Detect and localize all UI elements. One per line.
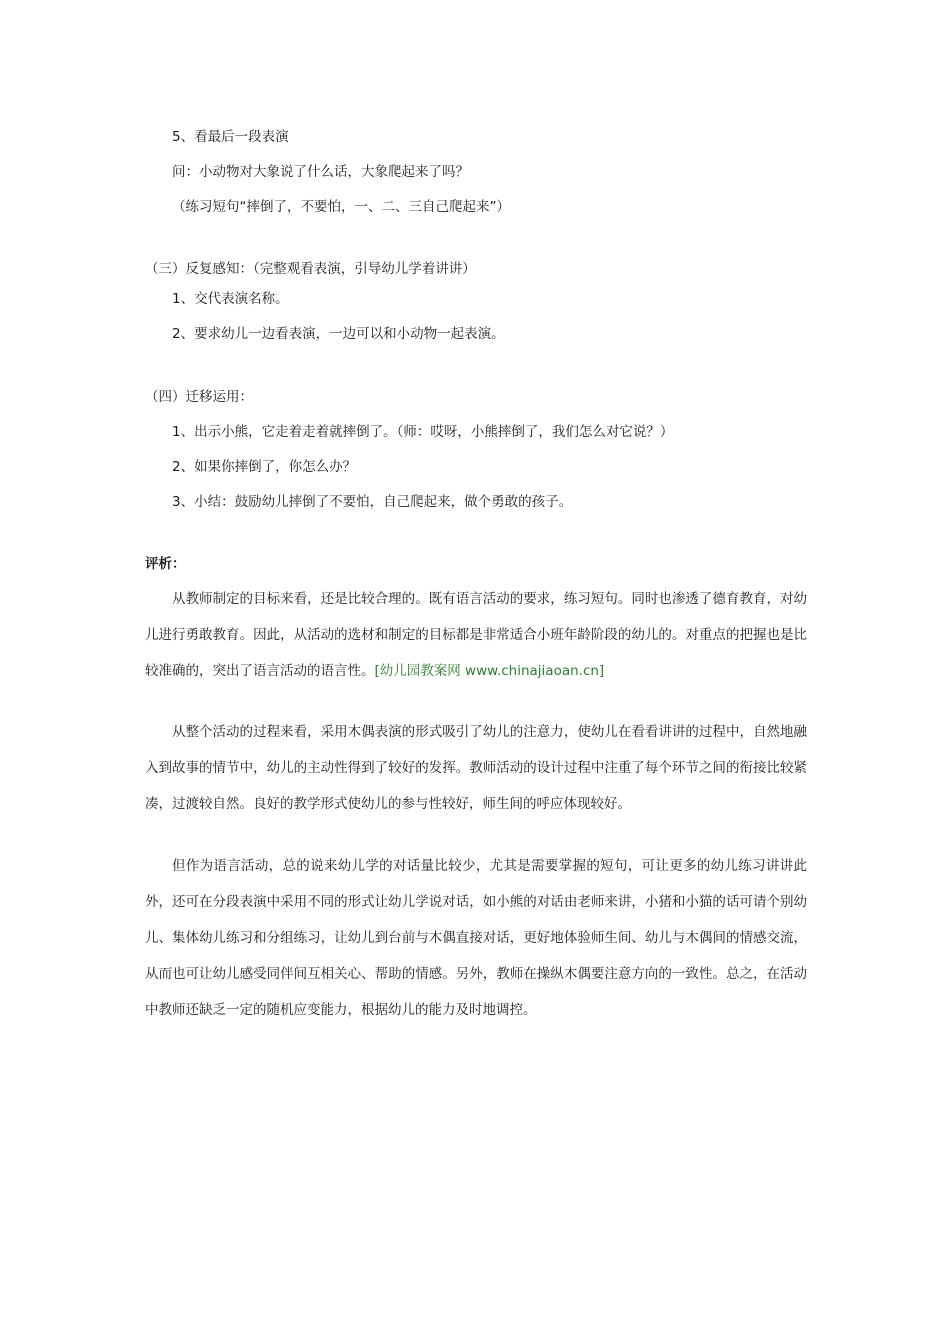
section-three-item: 1、交代表演名称。 (172, 291, 289, 307)
analysis-paragraph-3: 但作为语言活动，总的说来幼儿学的对话量比较少，尤其是需要掌握的短句，可让更多的幼儿练习讲讲此外，还可在分段表演中采用不同的形式让幼儿学说对话，如小熊的对话由老师来讲，小猪和小猫的话可请个别幼儿、集体幼儿练习和分组练习，让幼儿到台前与木偶直接对话，更好地体验师生间、幼儿与木偶间的情感交流，从而也可让幼儿感受同伴间互相关心、帮助的情感。另外，教师在操纵木偶要注意方向的一致性。总之，在活动中教师还缺乏一定的随机应变能力，根据幼儿的能力及时地调控。 (145, 858, 807, 1018)
analysis-paragraph-2: 从整个活动的过程来看，采用木偶表演的形式吸引了幼儿的注意力，使幼儿在看看讲讲的过程中，自然地融入到故事的情节中，幼儿的主动性得到了较好的发挥。教师活动的设计过程中注重了每个环节之间的衔接比较紧凑，过渡较自然。良好的教学形式使幼儿的参与性较好，师生间的呼应体现较好。 (145, 724, 807, 812)
source-link[interactable]: [幼儿园教案网 www.chinajiaoan.cn] (374, 663, 605, 679)
step-five-question: 问：小动物对大象说了什么话，大象爬起来了吗？ (172, 164, 469, 180)
analysis-paragraph-1-text: 从教师制定的目标来看，还是比较合理的。既有语言活动的要求，练习短句。同时也渗透了德育教育，对幼儿进行勇敢教育。因此，从活动的选材和制定的目标都是非常适合小班年龄阶段的幼儿的。对重点的把握也是比较准确的，突出了语言活动的语言性。 (145, 591, 807, 679)
step-five-heading: 5、看最后一段表演 (172, 129, 289, 145)
section-four-item: 1、出示小熊，它走着走着就摔倒了。（师：哎呀，小熊摔倒了，我们怎么对它说？） (172, 424, 674, 440)
section-four-heading: （四）迁移运用： (145, 389, 253, 405)
analysis-paragraph-1 (145, 581, 807, 689)
section-three-heading: （三）反复感知：（完整观看表演，引导幼儿学着讲讲） (145, 261, 476, 277)
step-five-practice: （练习短句“摔倒了，不要怕，一、二、三自己爬起来”） (172, 199, 510, 215)
section-three-item: 2、要求幼儿一边看表演，一边可以和小动物一起表演。 (172, 326, 505, 342)
analysis-title: 评析： (145, 556, 186, 572)
section-four-item: 3、小结：鼓励幼儿摔倒了不要怕，自己爬起来，做个勇敢的孩子。 (172, 494, 573, 510)
section-four-item: 2、如果你摔倒了，你怎么办？ (172, 459, 357, 475)
